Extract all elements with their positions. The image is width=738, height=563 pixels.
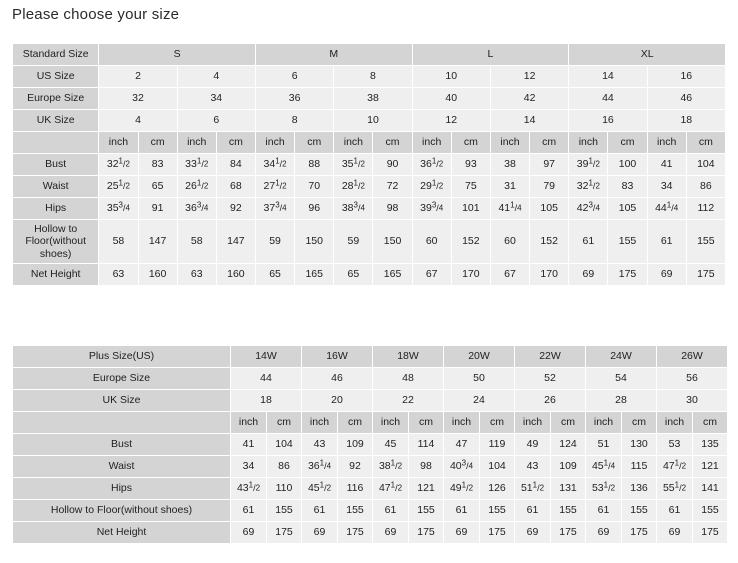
measurement-cell: $55^1/_2$	[657, 478, 693, 500]
measurement-cell: $51^1/_2$	[515, 478, 551, 500]
unit-header-cell: cm	[451, 132, 490, 154]
row-label: Europe Size	[13, 368, 231, 390]
measurement-cell: 155	[338, 500, 373, 522]
unit-header-cell: inch	[99, 132, 138, 154]
unit-header-cell: inch	[515, 412, 551, 434]
size-group-header: 18W	[373, 346, 444, 368]
measurement-cell: 69	[302, 522, 338, 544]
size-value-cell: 42	[490, 88, 568, 110]
size-value-cell: 36	[255, 88, 333, 110]
measurement-cell: 98	[373, 198, 412, 220]
measurement-cell: 155	[551, 500, 586, 522]
measurement-cell: 116	[338, 478, 373, 500]
measurement-cell: 160	[216, 264, 255, 286]
unit-header-cell: cm	[295, 132, 334, 154]
measurement-cell: 130	[622, 434, 657, 456]
size-value-cell: 44	[569, 88, 647, 110]
size-value-cell: 16	[569, 110, 647, 132]
measurement-cell: $43^1/_2$	[231, 478, 267, 500]
size-group-header: 26W	[657, 346, 728, 368]
measurement-cell: 109	[338, 434, 373, 456]
size-value-cell: 46	[647, 88, 725, 110]
table-row	[13, 390, 728, 412]
size-value-cell: 56	[657, 368, 728, 390]
standard-size-table	[12, 43, 726, 286]
measurement-cell: 124	[551, 434, 586, 456]
measurement-cell: $28^1/_2$	[334, 176, 373, 198]
measurement-cell: 84	[216, 154, 255, 176]
measurement-cell: $25^1/_2$	[99, 176, 138, 198]
measurement-cell: 61	[569, 220, 608, 264]
measurement-cell: 92	[216, 198, 255, 220]
unit-header-cell: inch	[490, 132, 529, 154]
measurement-cell: 41	[647, 154, 686, 176]
units-row	[13, 412, 728, 434]
measurement-cell: $35^3/_4$	[99, 198, 138, 220]
measurement-cell: $44^1/_4$	[647, 198, 686, 220]
measurement-cell: 135	[693, 434, 728, 456]
size-value-cell: 38	[334, 88, 412, 110]
measurement-cell: 121	[693, 456, 728, 478]
table-row	[13, 368, 728, 390]
measurement-cell: 83	[608, 176, 647, 198]
size-value-cell: 10	[412, 66, 490, 88]
measurement-cell: $33^1/_2$	[177, 154, 216, 176]
unit-header-cell: inch	[334, 132, 373, 154]
measurement-cell: 155	[686, 220, 725, 264]
measurement-cell: 88	[295, 154, 334, 176]
measurement-cell: 72	[373, 176, 412, 198]
row-label: UK Size	[13, 390, 231, 412]
unit-header-cell: cm	[138, 132, 177, 154]
measurement-cell: 119	[480, 434, 515, 456]
size-value-cell: 12	[490, 66, 568, 88]
measurement-cell: $53^1/_2$	[586, 478, 622, 500]
size-value-cell: 8	[334, 66, 412, 88]
size-group-header: S	[99, 44, 256, 66]
measurement-cell: 69	[373, 522, 409, 544]
measurement-row	[13, 154, 726, 176]
measurement-cell: 126	[480, 478, 515, 500]
size-value-cell: 22	[373, 390, 444, 412]
measurement-cell: 61	[373, 500, 409, 522]
measurement-cell: 175	[338, 522, 373, 544]
measurement-cell: 131	[551, 478, 586, 500]
measurement-cell: $47^1/_2$	[657, 456, 693, 478]
measurement-cell: $41^1/_4$	[490, 198, 529, 220]
standard-size-table-body	[13, 44, 726, 286]
measurement-cell: 104	[480, 456, 515, 478]
measurement-cell: 83	[138, 154, 177, 176]
measurement-cell: $29^1/_2$	[412, 176, 451, 198]
units-row-label	[13, 132, 99, 154]
size-value-cell: 18	[231, 390, 302, 412]
measurement-cell: 86	[686, 176, 725, 198]
measurement-cell: 114	[409, 434, 444, 456]
unit-header-cell: inch	[231, 412, 267, 434]
measurement-cell: 152	[451, 220, 490, 264]
measurement-cell: 58	[99, 220, 138, 264]
measurement-cell: 160	[138, 264, 177, 286]
unit-header-cell: cm	[480, 412, 515, 434]
measurement-cell: 91	[138, 198, 177, 220]
unit-header-cell: inch	[657, 412, 693, 434]
size-value-cell: 12	[412, 110, 490, 132]
row-label: US Size	[13, 66, 99, 88]
measurement-cell: $32^1/_2$	[99, 154, 138, 176]
measurement-cell: $40^3/_4$	[444, 456, 480, 478]
row-label: UK Size	[13, 110, 99, 132]
measurement-cell: 165	[373, 264, 412, 286]
measurement-cell: 155	[608, 220, 647, 264]
size-value-cell: 8	[255, 110, 333, 132]
measurement-cell: 175	[693, 522, 728, 544]
measurement-cell: 136	[622, 478, 657, 500]
size-group-header: 24W	[586, 346, 657, 368]
size-value-cell: 30	[657, 390, 728, 412]
measurement-cell: $36^1/_2$	[412, 154, 451, 176]
measurement-cell: 110	[267, 478, 302, 500]
measurement-cell: 175	[409, 522, 444, 544]
measurement-cell: 147	[216, 220, 255, 264]
size-group-header: L	[412, 44, 569, 66]
size-group-header: 20W	[444, 346, 515, 368]
size-value-cell: 4	[99, 110, 177, 132]
plus-size-table	[12, 345, 728, 544]
measurement-cell: 96	[295, 198, 334, 220]
unit-header-cell: cm	[530, 132, 569, 154]
measurement-cell: 41	[231, 434, 267, 456]
unit-header-cell: inch	[569, 132, 608, 154]
units-row	[13, 132, 726, 154]
measurement-row	[13, 220, 726, 264]
measurement-cell: 61	[515, 500, 551, 522]
unit-header-cell: inch	[647, 132, 686, 154]
measurement-cell: 49	[515, 434, 551, 456]
measurement-cell: 45	[373, 434, 409, 456]
measurement-cell: 34	[647, 176, 686, 198]
measurement-cell: 68	[216, 176, 255, 198]
measurement-cell: 69	[231, 522, 267, 544]
unit-header-cell: inch	[412, 132, 451, 154]
plus-size-table-body	[13, 346, 728, 544]
measurement-cell: 170	[530, 264, 569, 286]
unit-header-cell: inch	[177, 132, 216, 154]
row-label: Hips	[13, 478, 231, 500]
size-value-cell: 50	[444, 368, 515, 390]
measurement-cell: $36^3/_4$	[177, 198, 216, 220]
measurement-cell: 61	[444, 500, 480, 522]
measurement-cell: 170	[451, 264, 490, 286]
size-value-cell: 28	[586, 390, 657, 412]
size-value-cell: 16	[647, 66, 725, 88]
size-group-header: 16W	[302, 346, 373, 368]
measurement-cell: 115	[622, 456, 657, 478]
measurement-cell: 47	[444, 434, 480, 456]
unit-header-cell: inch	[444, 412, 480, 434]
unit-header-cell: cm	[551, 412, 586, 434]
measurement-cell: $36^1/_4$	[302, 456, 338, 478]
measurement-cell: 97	[530, 154, 569, 176]
measurement-cell: 61	[231, 500, 267, 522]
measurement-cell: 63	[99, 264, 138, 286]
measurement-cell: 147	[138, 220, 177, 264]
size-value-cell: 14	[490, 110, 568, 132]
measurement-cell: $47^1/_2$	[373, 478, 409, 500]
measurement-cell: 155	[409, 500, 444, 522]
measurement-cell: 175	[480, 522, 515, 544]
measurement-cell: 105	[530, 198, 569, 220]
measurement-cell: $32^1/_2$	[569, 176, 608, 198]
table-row	[13, 66, 726, 88]
row-label: Hips	[13, 198, 99, 220]
measurement-cell: 98	[409, 456, 444, 478]
measurement-cell: 63	[177, 264, 216, 286]
measurement-row	[13, 522, 728, 544]
unit-header-cell: cm	[693, 412, 728, 434]
page-title: Please choose your size	[12, 6, 180, 23]
unit-header-cell: cm	[409, 412, 444, 434]
table-row	[13, 88, 726, 110]
row-label: Hollow to Floor(without shoes)	[13, 220, 99, 264]
unit-header-cell: inch	[373, 412, 409, 434]
size-value-cell: 44	[231, 368, 302, 390]
measurement-cell: 155	[693, 500, 728, 522]
measurement-cell: 175	[686, 264, 725, 286]
measurement-cell: $39^3/_4$	[412, 198, 451, 220]
measurement-cell: 60	[412, 220, 451, 264]
row-label: Net Height	[13, 522, 231, 544]
measurement-row	[13, 176, 726, 198]
measurement-cell: 104	[267, 434, 302, 456]
measurement-cell: 69	[586, 522, 622, 544]
table-header-row	[13, 44, 726, 66]
measurement-cell: 155	[622, 500, 657, 522]
measurement-cell: 150	[373, 220, 412, 264]
size-value-cell: 14	[569, 66, 647, 88]
table-header-row	[13, 346, 728, 368]
size-group-header: 22W	[515, 346, 586, 368]
unit-header-cell: cm	[608, 132, 647, 154]
measurement-cell: 69	[647, 264, 686, 286]
size-value-cell: 24	[444, 390, 515, 412]
size-value-cell: 32	[99, 88, 177, 110]
measurement-cell: 43	[302, 434, 338, 456]
measurement-cell: 101	[451, 198, 490, 220]
measurement-cell: $34^1/_2$	[255, 154, 294, 176]
row-label: Europe Size	[13, 88, 99, 110]
table-row	[13, 110, 726, 132]
measurement-cell: 67	[412, 264, 451, 286]
measurement-cell: 109	[551, 456, 586, 478]
size-group-header: 14W	[231, 346, 302, 368]
measurement-row	[13, 198, 726, 220]
size-value-cell: 26	[515, 390, 586, 412]
measurement-cell: 67	[490, 264, 529, 286]
measurement-cell: 60	[490, 220, 529, 264]
size-value-cell: 4	[177, 66, 255, 88]
row-label: Hollow to Floor(without shoes)	[13, 500, 231, 522]
measurement-cell: 65	[334, 264, 373, 286]
size-group-header: M	[255, 44, 412, 66]
measurement-cell: 175	[622, 522, 657, 544]
measurement-cell: 175	[267, 522, 302, 544]
measurement-cell: 92	[338, 456, 373, 478]
size-value-cell: 6	[177, 110, 255, 132]
measurement-cell: 165	[295, 264, 334, 286]
measurement-cell: 61	[647, 220, 686, 264]
measurement-row	[13, 264, 726, 286]
unit-header-cell: cm	[622, 412, 657, 434]
measurement-cell: $45^1/_2$	[302, 478, 338, 500]
measurement-cell: 65	[255, 264, 294, 286]
measurement-cell: $35^1/_2$	[334, 154, 373, 176]
unit-header-cell: inch	[586, 412, 622, 434]
measurement-row	[13, 478, 728, 500]
unit-header-cell: inch	[302, 412, 338, 434]
measurement-cell: $39^1/_2$	[569, 154, 608, 176]
unit-header-cell: cm	[267, 412, 302, 434]
size-value-cell: 52	[515, 368, 586, 390]
measurement-cell: 58	[177, 220, 216, 264]
measurement-cell: 69	[657, 522, 693, 544]
measurement-row	[13, 434, 728, 456]
size-value-cell: 20	[302, 390, 373, 412]
measurement-cell: 69	[515, 522, 551, 544]
measurement-cell: 112	[686, 198, 725, 220]
unit-header-cell: cm	[373, 132, 412, 154]
measurement-cell: 175	[608, 264, 647, 286]
measurement-cell: 150	[295, 220, 334, 264]
measurement-cell: 155	[480, 500, 515, 522]
size-value-cell: 34	[177, 88, 255, 110]
measurement-cell: 93	[451, 154, 490, 176]
size-value-cell: 2	[99, 66, 177, 88]
row-label: Bust	[13, 434, 231, 456]
measurement-cell: 90	[373, 154, 412, 176]
size-value-cell: 18	[647, 110, 725, 132]
size-value-cell: 40	[412, 88, 490, 110]
measurement-cell: 69	[569, 264, 608, 286]
measurement-cell: 100	[608, 154, 647, 176]
measurement-cell: 175	[551, 522, 586, 544]
measurement-row	[13, 500, 728, 522]
measurement-cell: 61	[586, 500, 622, 522]
size-value-cell: 10	[334, 110, 412, 132]
measurement-cell: $45^1/_4$	[586, 456, 622, 478]
row-label: Bust	[13, 154, 99, 176]
unit-header-cell: cm	[216, 132, 255, 154]
measurement-cell: $38^1/_2$	[373, 456, 409, 478]
measurement-cell: $38^3/_4$	[334, 198, 373, 220]
unit-header-cell: inch	[255, 132, 294, 154]
row-label: Waist	[13, 176, 99, 198]
size-value-cell: 6	[255, 66, 333, 88]
size-value-cell: 48	[373, 368, 444, 390]
measurement-row	[13, 456, 728, 478]
measurement-cell: 105	[608, 198, 647, 220]
measurement-cell: 51	[586, 434, 622, 456]
measurement-cell: 65	[138, 176, 177, 198]
measurement-cell: 61	[302, 500, 338, 522]
measurement-cell: 86	[267, 456, 302, 478]
measurement-cell: 141	[693, 478, 728, 500]
measurement-cell: $37^3/_4$	[255, 198, 294, 220]
unit-header-cell: cm	[338, 412, 373, 434]
measurement-cell: 121	[409, 478, 444, 500]
measurement-cell: 53	[657, 434, 693, 456]
size-value-cell: 54	[586, 368, 657, 390]
size-type-label: Standard Size	[13, 44, 99, 66]
measurement-cell: 43	[515, 456, 551, 478]
row-label: Waist	[13, 456, 231, 478]
size-type-label: Plus Size(US)	[13, 346, 231, 368]
unit-header-cell: cm	[686, 132, 725, 154]
units-row-label	[13, 412, 231, 434]
measurement-cell: 38	[490, 154, 529, 176]
measurement-cell: 59	[334, 220, 373, 264]
size-group-header: XL	[569, 44, 726, 66]
measurement-cell: $42^3/_4$	[569, 198, 608, 220]
measurement-cell: 59	[255, 220, 294, 264]
measurement-cell: 31	[490, 176, 529, 198]
measurement-cell: $26^1/_2$	[177, 176, 216, 198]
measurement-cell: $49^1/_2$	[444, 478, 480, 500]
measurement-cell: 79	[530, 176, 569, 198]
measurement-cell: 155	[267, 500, 302, 522]
measurement-cell: 34	[231, 456, 267, 478]
measurement-cell: $27^1/_2$	[255, 176, 294, 198]
measurement-cell: 69	[444, 522, 480, 544]
size-value-cell: 46	[302, 368, 373, 390]
row-label: Net Height	[13, 264, 99, 286]
measurement-cell: 104	[686, 154, 725, 176]
measurement-cell: 61	[657, 500, 693, 522]
measurement-cell: 152	[530, 220, 569, 264]
measurement-cell: 75	[451, 176, 490, 198]
measurement-cell: 70	[295, 176, 334, 198]
